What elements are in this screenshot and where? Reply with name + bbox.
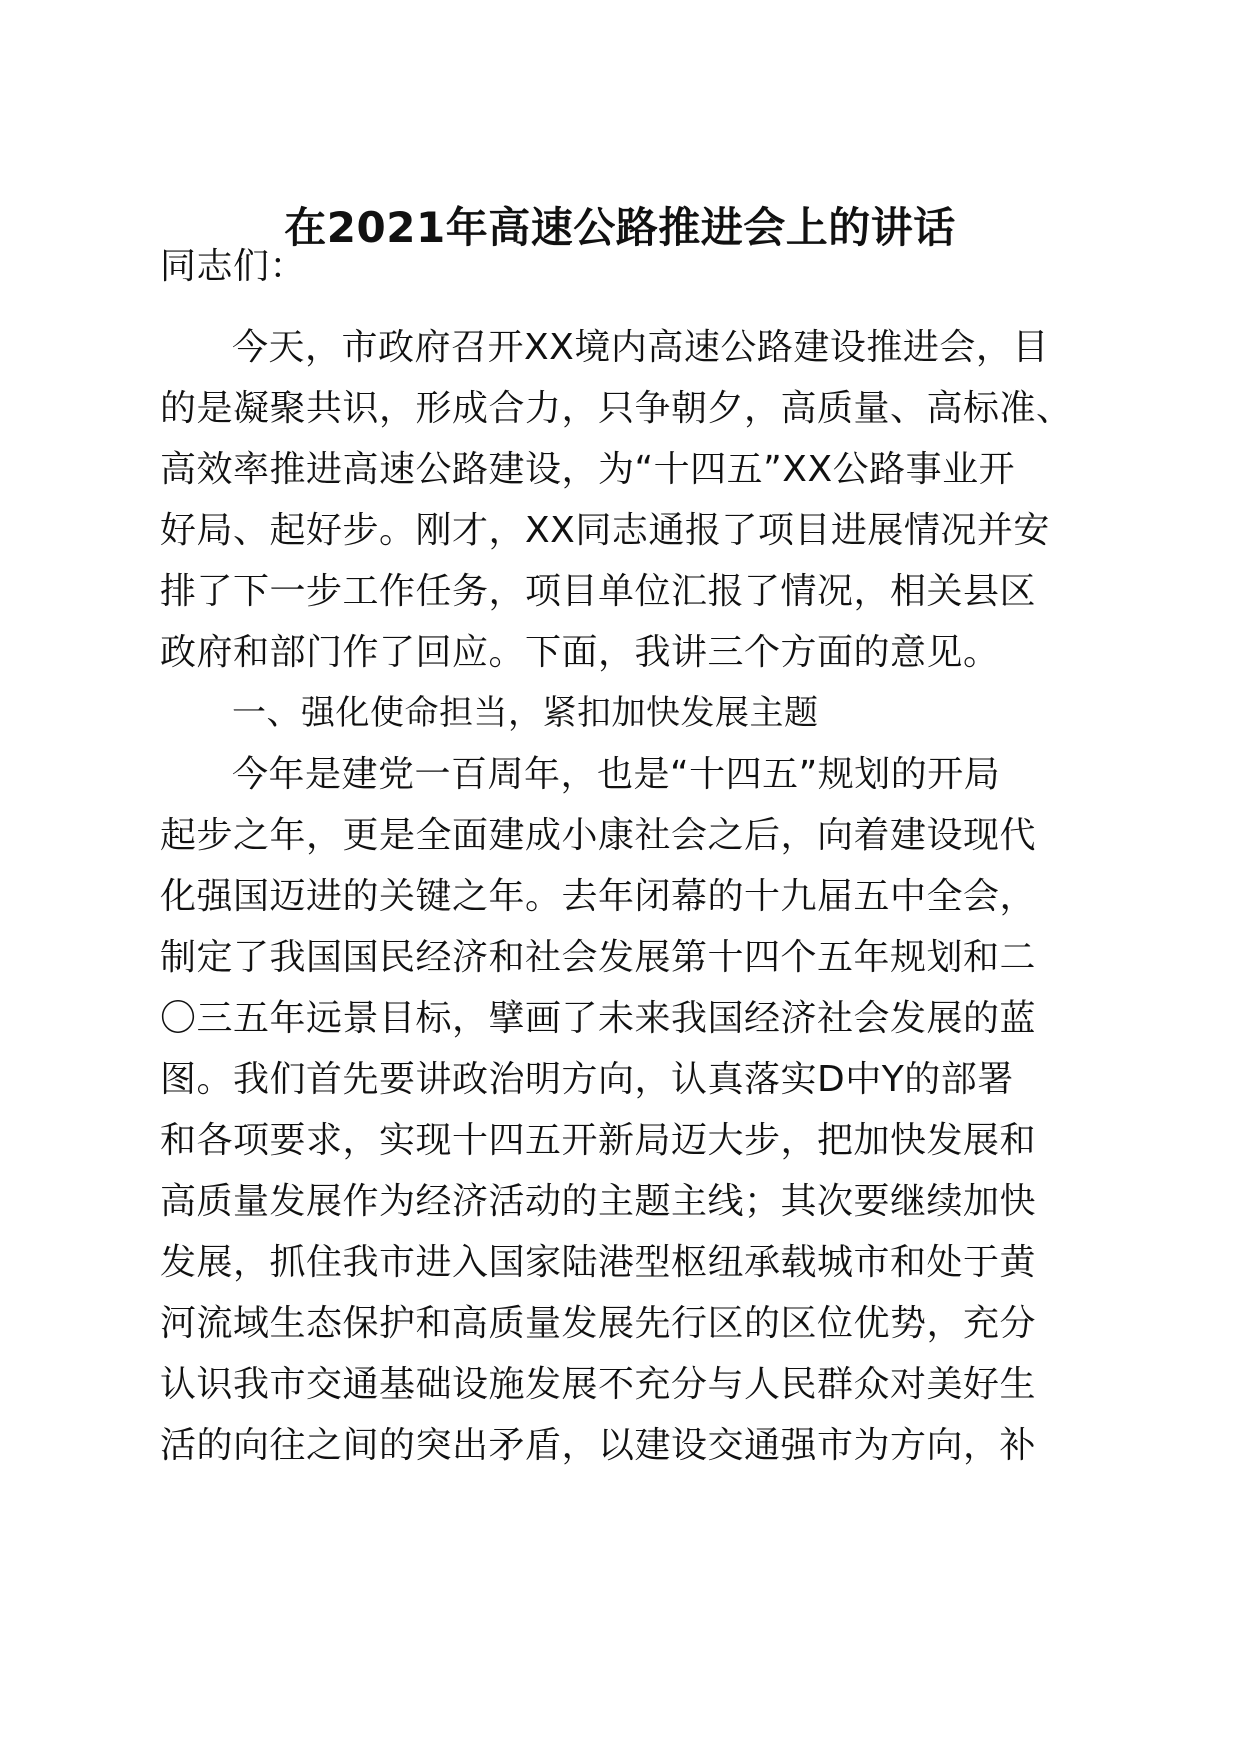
paragraph-line: 政府和部门作了回应。下面，我讲三个方面的意见。	[160, 632, 1000, 673]
section-heading: 一、强化使命担当，紧扣加快发展主题	[232, 693, 819, 733]
paragraph-line: 高质量发展作为经济活动的主题主线；其次要继续加快	[160, 1181, 1037, 1222]
paragraph-line: 发展，抓住我市进入国家陆港型枢纽承载城市和处于黄	[160, 1242, 1037, 1283]
paragraph-line: 图。我们首先要讲政治明方向，认真落实D中Y的部署	[160, 1059, 1014, 1100]
paragraph-line: 和各项要求，实现十四五开新局迈大步，把加快发展和	[160, 1120, 1037, 1161]
paragraph-line: 今年是建党一百周年，也是“十四五”规划的开局	[232, 754, 1001, 795]
paragraph-line: 认识我市交通基础设施发展不充分与人民群众对美好生	[160, 1364, 1037, 1405]
paragraph-line: 活的向往之间的突出矛盾，以建设交通强市为方向，补	[160, 1425, 1037, 1466]
paragraph-line: 起步之年，更是全面建成小康社会之后，向着建设现代	[160, 815, 1037, 856]
paragraph-line: 高效率推进高速公路建设，为“十四五”XX公路事业开	[160, 449, 1016, 490]
paragraph-2	[160, 744, 1120, 1476]
paragraph-line: 的是凝聚共识，形成合力，只争朝夕，高质量、高标准、	[160, 388, 1073, 429]
salutation: 同志们：	[160, 246, 307, 287]
document-body	[160, 236, 1120, 1476]
document-title: 在2021年高速公路推进会上的讲话	[284, 203, 956, 252]
paragraph-line: 好局、起好步。刚才，XX同志通报了项目进展情况并安	[160, 510, 1050, 551]
paragraph-line: 今天，市政府召开XX境内高速公路建设推进会，目	[232, 327, 1049, 368]
paragraph-line: 制定了我国国民经济和社会发展第十四个五年规划和二	[160, 937, 1037, 978]
paragraph-1	[160, 317, 1120, 683]
paragraph-line: 〇三五年远景目标，擘画了未来我国经济社会发展的蓝	[160, 998, 1037, 1039]
paragraph-line: 排了下一步工作任务，项目单位汇报了情况，相关县区	[160, 571, 1037, 612]
paragraph-line: 化强国迈进的关键之年。去年闭幕的十九届五中全会，	[160, 876, 1037, 917]
paragraph-line: 河流域生态保护和高质量发展先行区的区位优势，充分	[160, 1303, 1037, 1344]
